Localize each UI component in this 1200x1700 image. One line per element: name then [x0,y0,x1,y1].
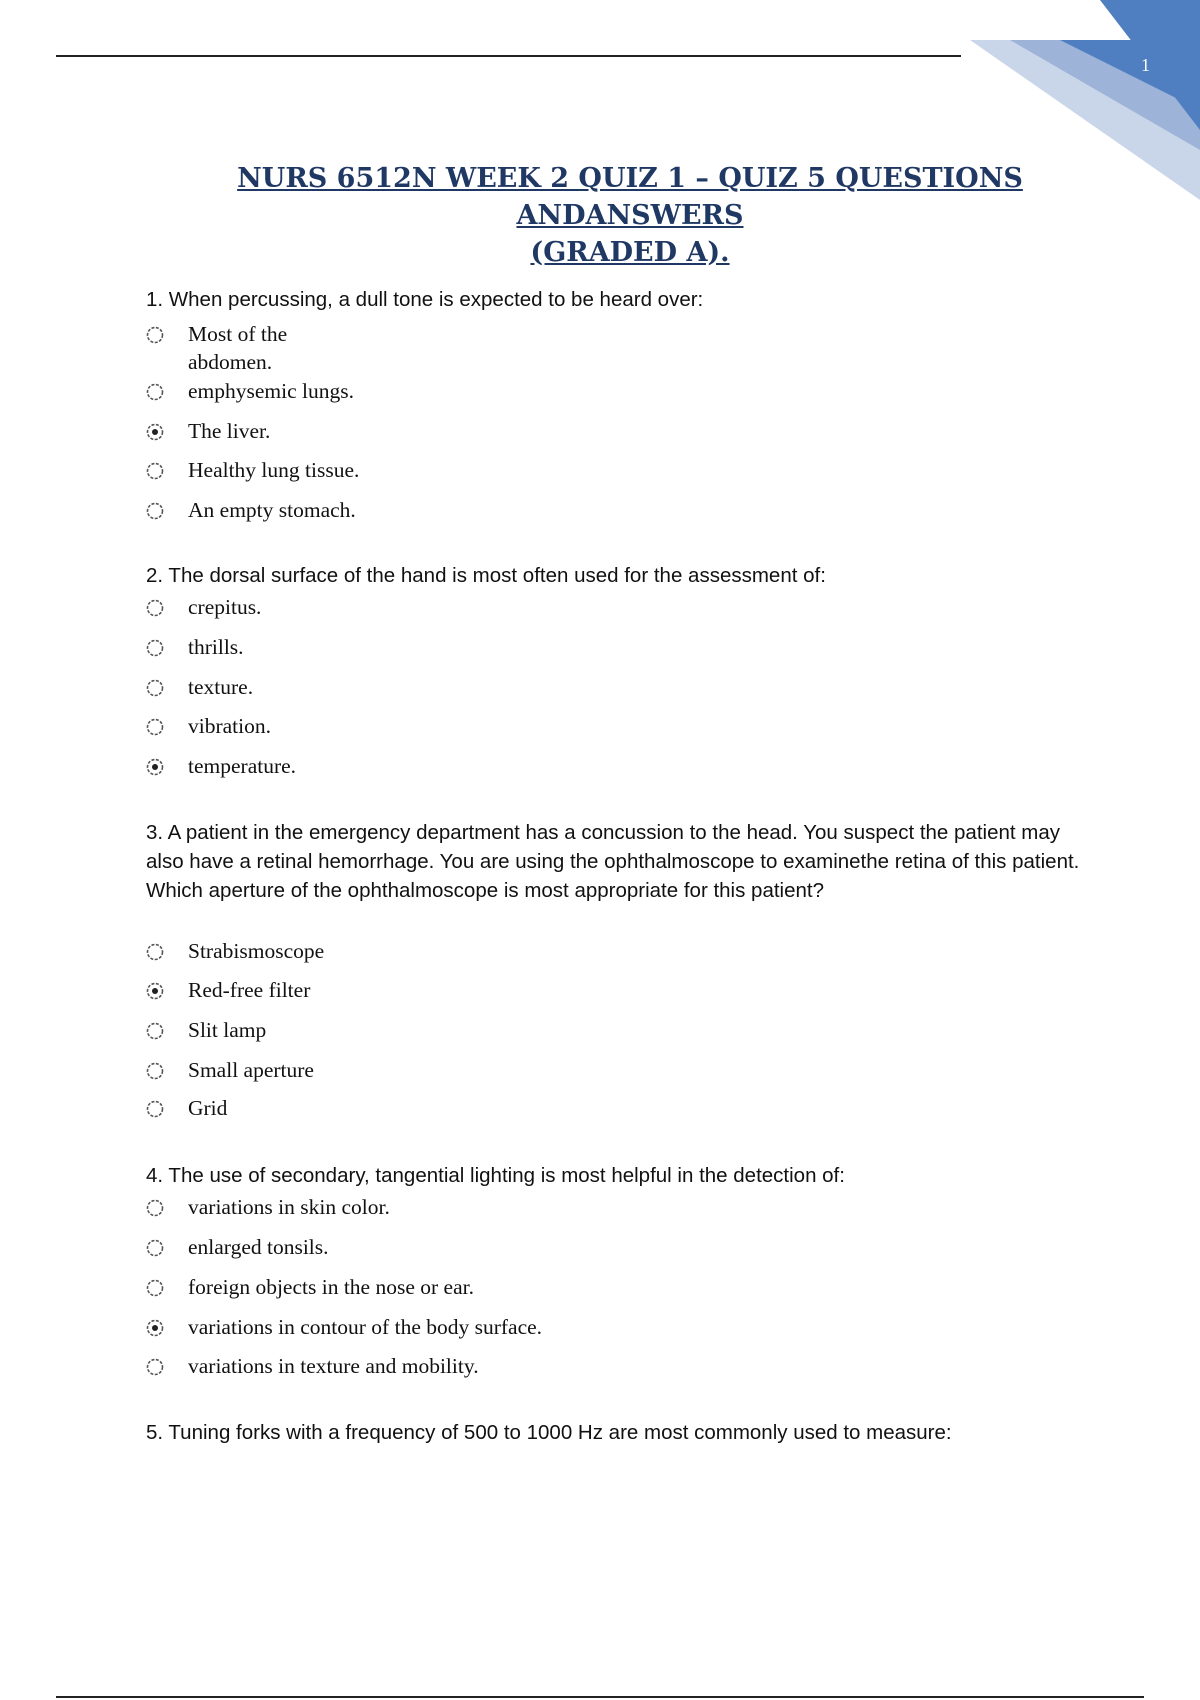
radio-unselected-icon[interactable] [146,599,164,617]
title-line-1: NURS 6512N WEEK 2 QUIZ 1 – QUIZ 5 QUESTIONS ANDANSWERS [237,163,1023,231]
option-label: variations in texture and mobility. [188,1354,479,1378]
radio-unselected-icon[interactable] [146,1022,164,1040]
header-rule [56,55,961,57]
question-text: 4. The use of secondary, tangential lighting is most helpful in the detection of: [146,1164,845,1187]
radio-unselected-icon[interactable] [146,1199,164,1217]
radio-unselected-icon[interactable] [146,943,164,961]
option-label: enlarged tonsils. [188,1235,329,1259]
answer-option[interactable] [146,1352,479,1388]
radio-unselected-icon[interactable] [146,1100,164,1118]
answer-option[interactable] [146,712,271,748]
answer-option[interactable] [146,1193,390,1229]
answer-option[interactable] [146,1273,474,1309]
answer-option[interactable] [146,1313,542,1349]
radio-unselected-icon[interactable] [146,383,164,401]
option-label: variations in skin color. [188,1195,390,1219]
radio-unselected-icon[interactable] [146,718,164,736]
radio-selected-icon[interactable] [146,758,164,776]
title-line-2: (GRADED A). [530,237,730,268]
document-title [150,160,1110,271]
radio-selected-icon[interactable] [146,982,164,1000]
radio-selected-icon[interactable] [146,423,164,441]
answer-option[interactable] [146,1056,314,1092]
option-label: foreign objects in the nose or ear. [188,1275,474,1299]
option-label: An empty stomach. [188,498,356,522]
option-label: temperature. [188,754,297,778]
radio-unselected-icon[interactable] [146,679,164,697]
radio-selected-icon[interactable] [146,1319,164,1337]
question-text: 1. When percussing, a dull tone is expected to be heard over: [146,288,704,311]
answer-option[interactable] [146,417,270,453]
question-text: 3. A patient in the emergency department has a concussion to the head. You suspect the patient may also have a retinal hemorrhage. You are using the ophthalmoscope to examinethe retina of this patient. Which aperture of the ophthalmoscope is most appropriate for this patient? [146,821,1080,902]
answer-option[interactable] [146,1233,329,1269]
option-label: Slit lamp [188,1018,267,1042]
answer-option[interactable] [146,937,324,973]
radio-unselected-icon[interactable] [146,462,164,480]
answer-option[interactable] [146,593,261,629]
option-label: thrills. [188,635,244,659]
option-label: Grid [188,1096,228,1120]
radio-unselected-icon[interactable] [146,1239,164,1257]
page-number: 1 [1141,55,1150,75]
option-label: emphysemic lungs. [188,379,355,403]
answer-option[interactable] [146,752,296,788]
answer-option[interactable] [146,496,356,532]
option-label: Healthy lung tissue. [188,458,360,482]
radio-unselected-icon[interactable] [146,326,164,344]
option-label: texture. [188,675,254,699]
question-text: 2. The dorsal surface of the hand is most often used for the assessment of: [146,564,826,587]
answer-option[interactable] [146,1094,227,1130]
option-label: Strabismoscope [188,939,325,963]
question-text: 5. Tuning forks with a frequency of 500 to 1000 Hz are most commonly used to measure: [146,1421,952,1444]
radio-unselected-icon[interactable] [146,1358,164,1376]
radio-unselected-icon[interactable] [146,1062,164,1080]
option-label: variations in contour of the body surface. [188,1315,543,1339]
answer-option[interactable] [146,456,359,492]
radio-unselected-icon[interactable] [146,639,164,657]
option-label: The liver. [188,419,271,443]
option-label: Most of the abdomen. [188,322,288,374]
answer-option[interactable] [146,673,253,709]
footer-rule [56,1696,1144,1698]
option-label: vibration. [188,714,271,738]
option-label: Red-free filter [188,978,311,1002]
radio-unselected-icon[interactable] [146,502,164,520]
answer-option[interactable] [146,377,354,413]
option-label: crepitus. [188,595,262,619]
answer-option[interactable] [146,1016,266,1052]
option-label: Small aperture [188,1058,314,1082]
answer-option[interactable] [146,976,310,1012]
radio-unselected-icon[interactable] [146,1279,164,1297]
answer-option[interactable] [146,633,244,669]
answer-option[interactable] [146,320,328,374]
